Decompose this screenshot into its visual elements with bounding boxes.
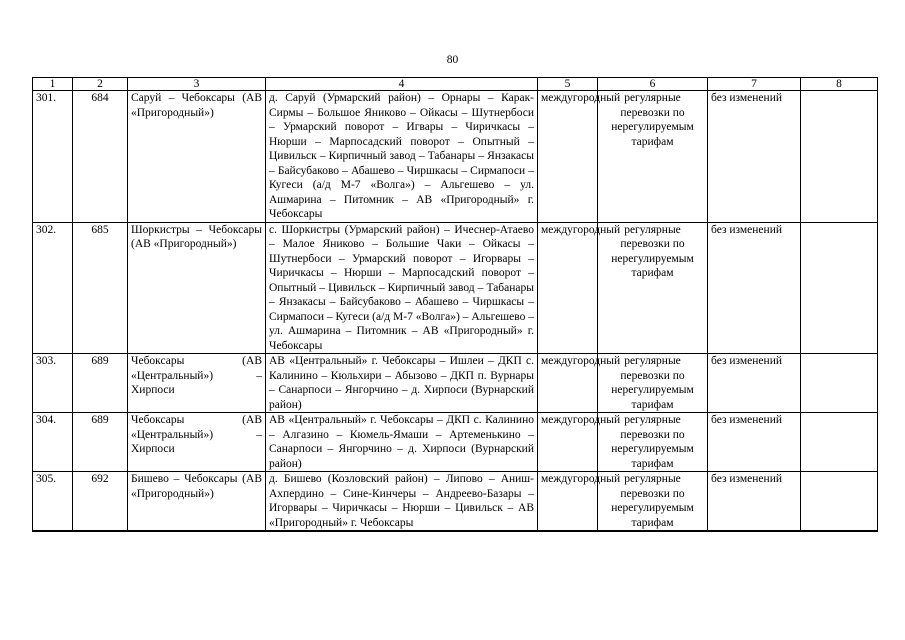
col-header-8: 8 xyxy=(801,78,878,91)
row-index: 301. xyxy=(33,91,73,223)
route-type: междугородный xyxy=(538,222,598,354)
change-status: без изменений xyxy=(708,222,801,354)
table-row xyxy=(33,413,878,472)
table-row xyxy=(33,222,878,354)
row-index: 302. xyxy=(33,222,73,354)
transport-mode: регулярные перевозки по нерегулируемым тарифам xyxy=(598,413,708,472)
route-path: д. Бишево (Козловский район) – Липово – Аниш-Ахпердино – Сине-Кинчеры – Андреево-Базары – Игорвары – Чиричкасы – Нюрши – Цивильск – АВ «Пригородный» г. Чебоксары xyxy=(266,472,538,532)
row-index: 303. xyxy=(33,354,73,413)
route-type: междугородный xyxy=(538,91,598,223)
route-type: междугородный xyxy=(538,472,598,532)
route-name: Бишево – Чебоксары (АВ «Пригородный») xyxy=(128,472,266,532)
table-row xyxy=(33,91,878,223)
route-name: Чебоксары (АВ «Центральный») – Хирпоси xyxy=(128,354,266,413)
extra-cell xyxy=(801,222,878,354)
route-path: АВ «Центральный» г. Чебоксары – ДКП с. Калинино – Алгазино – Кюмель-Ямаши – Артеменькино – Санарпоси – Янгорчино – д. Хирпоси (Вурнарский район) xyxy=(266,413,538,472)
table-row xyxy=(33,472,878,532)
col-header-2: 2 xyxy=(73,78,128,91)
route-type: междугородный xyxy=(538,413,598,472)
col-header-3: 3 xyxy=(128,78,266,91)
change-status: без изменений xyxy=(708,354,801,413)
change-status: без изменений xyxy=(708,413,801,472)
row-index: 304. xyxy=(33,413,73,472)
route-path: д. Саруй (Урмарский район) – Орнары – Карак-Сирмы – Большое Яниково – Ойкасы – Шутнербоси – Урмарский поворот – Игвары – Чиричкасы – Нюрши – Марпосадский поворот – Опытный – Цивильск – Кирпичный завод – Табанары – Янзакасы – Байсубаково – Абашево – Чиршкасы – Сирмапоси – Кугеси (а/д М-7 «Волга») – Альгешево – ул. Ашмарина – Питомник – АВ «Пригородный» г. Чебоксары xyxy=(266,91,538,223)
route-path: с. Шоркистры (Урмарский район) – Ичеснер-Атаево – Малое Яниково – Большие Чаки – Ойкасы – Шутнербоси – Урмарский поворот – Игорвары – Чиричкасы – Нюрши – Марпосадский поворот – Опытный – Цивильск – Кирпичный завод – Табанары – Янзакасы – Байсубаково – Абашево – Чиршкасы – Сирмапоси – Кугеси (а/д М-7 «Волга») – Альгешево – ул. Ашмарина – Питомник – АВ «Пригородный» г. Чебоксары xyxy=(266,222,538,354)
route-number: 689 xyxy=(73,413,128,472)
extra-cell xyxy=(801,91,878,223)
col-header-5: 5 xyxy=(538,78,598,91)
transport-mode: регулярные перевозки по нерегулируемым тарифам xyxy=(598,472,708,532)
extra-cell xyxy=(801,413,878,472)
route-number: 692 xyxy=(73,472,128,532)
change-status: без изменений xyxy=(708,91,801,223)
transport-mode: регулярные перевозки по нерегулируемым тарифам xyxy=(598,222,708,354)
row-index: 305. xyxy=(33,472,73,532)
transport-mode: регулярные перевозки по нерегулируемым тарифам xyxy=(598,354,708,413)
transport-mode: регулярные перевозки по нерегулируемым тарифам xyxy=(598,91,708,223)
page-number: 80 xyxy=(446,54,459,66)
route-name: Саруй – Чебоксары (АВ «Пригородный») xyxy=(128,91,266,223)
header-row xyxy=(33,78,878,91)
route-number: 689 xyxy=(73,354,128,413)
col-header-4: 4 xyxy=(266,78,538,91)
route-number: 684 xyxy=(73,91,128,223)
col-header-6: 6 xyxy=(598,78,708,91)
route-path: АВ «Центральный» г. Чебоксары – Ишлеи – ДКП с. Калинино – Кюльхири – Абызово – ДКП п. Вурнары – Санарпоси – Янгорчино – д. Хирпоси (Вурнарский район) xyxy=(266,354,538,413)
table-row xyxy=(33,354,878,413)
routes-table xyxy=(32,77,878,532)
route-name: Шоркистры – Чебоксары (АВ «Пригородный») xyxy=(128,222,266,354)
route-type: междугородный xyxy=(538,354,598,413)
route-name: Чебоксары (АВ «Центральный») – Хирпоси xyxy=(128,413,266,472)
change-status: без изменений xyxy=(708,472,801,532)
col-header-1: 1 xyxy=(33,78,73,91)
route-number: 685 xyxy=(73,222,128,354)
col-header-7: 7 xyxy=(708,78,801,91)
extra-cell xyxy=(801,472,878,532)
extra-cell xyxy=(801,354,878,413)
